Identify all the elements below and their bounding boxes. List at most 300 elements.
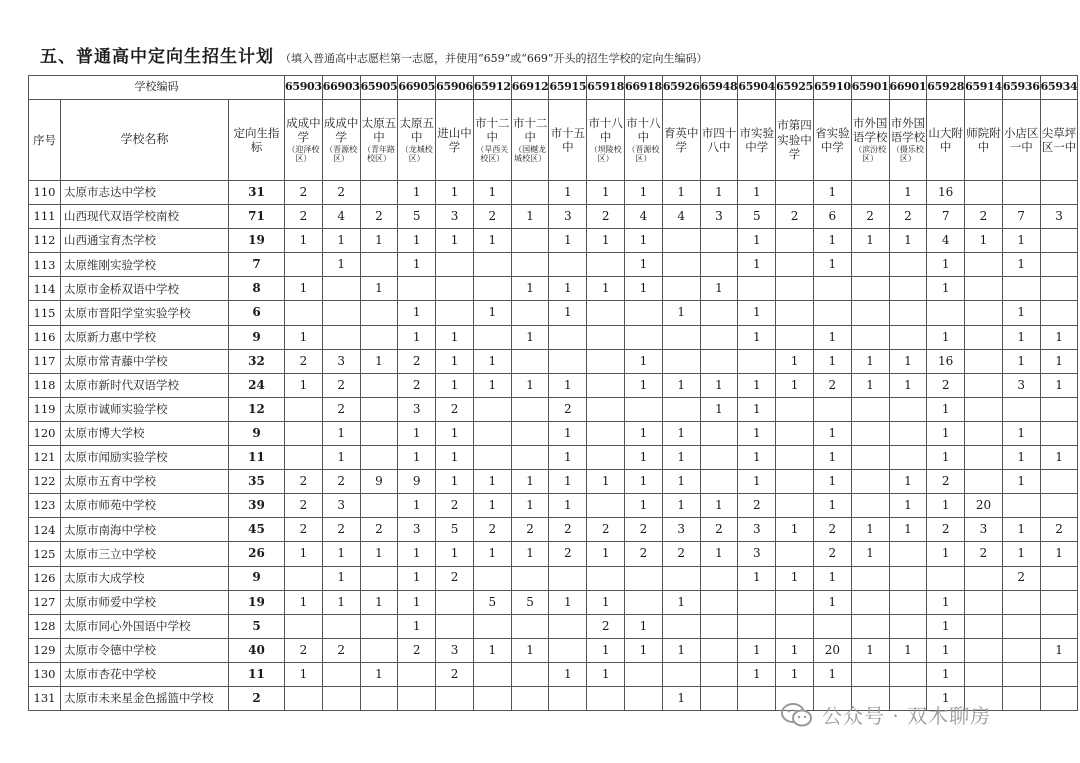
- quota-cell: [965, 181, 1003, 205]
- quota-cell: [776, 494, 814, 518]
- quota-cell: [965, 662, 1003, 686]
- row-school-name: 太原市博大学校: [61, 421, 229, 445]
- quota-cell: [511, 397, 549, 421]
- quota-cell: 1: [813, 253, 851, 277]
- quota-cell: [625, 686, 663, 710]
- school-name: 市第四实验中学: [777, 118, 812, 162]
- quota-cell: 2: [473, 205, 511, 229]
- quota-cell: [1040, 277, 1078, 301]
- quota-cell: [700, 325, 738, 349]
- quota-cell: [889, 397, 927, 421]
- name-header: 学校名称: [61, 100, 229, 181]
- quota-cell: [436, 686, 474, 710]
- school-code: 65906: [436, 76, 474, 100]
- school-code: 65912: [473, 76, 511, 100]
- quota-cell: [851, 446, 889, 470]
- school-name: 市十八中: [588, 116, 623, 145]
- quota-cell: 1: [360, 590, 398, 614]
- quota-cell: 1: [436, 542, 474, 566]
- quota-cell: [1040, 397, 1078, 421]
- quota-cell: 2: [700, 518, 738, 542]
- quota-cell: [776, 614, 814, 638]
- row-school-name: 太原市师爱中学校: [61, 590, 229, 614]
- school-header: [511, 100, 549, 181]
- quota-cell: 16: [927, 349, 965, 373]
- school-header: [927, 100, 965, 181]
- quota-cell: 5: [473, 590, 511, 614]
- quota-cell: 2: [511, 518, 549, 542]
- quota-cell: 1: [889, 181, 927, 205]
- row-seq: 117: [29, 349, 61, 373]
- row-school-name: 太原市同心外国语中学校: [61, 614, 229, 638]
- quota-cell: 2: [965, 542, 1003, 566]
- quota-cell: 2: [625, 542, 663, 566]
- quota-cell: [587, 349, 625, 373]
- quota-cell: [1040, 421, 1078, 445]
- quota-cell: [700, 253, 738, 277]
- quota-cell: [965, 349, 1003, 373]
- quota-cell: [889, 446, 927, 470]
- quota-cell: 2: [322, 638, 360, 662]
- quota-cell: [1040, 229, 1078, 253]
- quota-cell: 1: [398, 421, 436, 445]
- quota-cell: [889, 566, 927, 590]
- quota-cell: 1: [851, 349, 889, 373]
- quota-cell: 1: [398, 542, 436, 566]
- quota-cell: [285, 397, 323, 421]
- campus-name: （滨汾校区）: [854, 144, 887, 164]
- quota-cell: [360, 421, 398, 445]
- quota-cell: 1: [322, 421, 360, 445]
- quota-cell: 1: [851, 542, 889, 566]
- quota-cell: 1: [1002, 325, 1040, 349]
- quota-cell: [851, 566, 889, 590]
- school-code: 65918: [587, 76, 625, 100]
- school-code: 65901: [851, 76, 889, 100]
- code-row: [29, 76, 1078, 100]
- quota-cell: 1: [587, 181, 625, 205]
- quota-cell: 2: [587, 518, 625, 542]
- quota-cell: 1: [436, 373, 474, 397]
- school-name: 育英中学: [663, 125, 699, 154]
- school-code: 65910: [813, 76, 851, 100]
- quota-cell: 2: [285, 638, 323, 662]
- school-name: 市十二中: [512, 116, 548, 145]
- quota-cell: 2: [851, 205, 889, 229]
- quota-cell: 2: [436, 662, 474, 686]
- quota-cell: 1: [776, 518, 814, 542]
- quota-header: 定向生指标: [229, 100, 285, 181]
- quota-cell: 5: [511, 590, 549, 614]
- table-row: [29, 446, 1078, 470]
- quota-cell: 2: [927, 373, 965, 397]
- school-name: 市外国语学校: [852, 116, 888, 145]
- quota-cell: [700, 470, 738, 494]
- row-seq: 115: [29, 301, 61, 325]
- school-header: [285, 100, 323, 181]
- quota-cell: 3: [322, 494, 360, 518]
- quota-cell: [700, 638, 738, 662]
- quota-cell: [965, 301, 1003, 325]
- quota-cell: 1: [625, 181, 663, 205]
- quota-cell: [1040, 470, 1078, 494]
- quota-cell: 1: [1040, 638, 1078, 662]
- quota-cell: 1: [398, 590, 436, 614]
- quota-cell: 1: [662, 373, 700, 397]
- school-code: 65936: [1002, 76, 1040, 100]
- quota-cell: 3: [398, 518, 436, 542]
- quota-cell: 1: [587, 662, 625, 686]
- school-header: [322, 100, 360, 181]
- quota-cell: 1: [360, 349, 398, 373]
- quota-cell: 1: [322, 566, 360, 590]
- quota-cell: [549, 566, 587, 590]
- quota-cell: 1: [625, 446, 663, 470]
- school-name: 太原五中: [361, 116, 397, 145]
- quota-cell: 1: [511, 373, 549, 397]
- row-seq: 120: [29, 421, 61, 445]
- quota-cell: [473, 686, 511, 710]
- quota-cell: 1: [889, 229, 927, 253]
- quota-cell: [625, 325, 663, 349]
- quota-cell: 1: [285, 229, 323, 253]
- school-name: 太原五中: [399, 116, 434, 145]
- quota-cell: 1: [322, 446, 360, 470]
- quota-cell: [322, 614, 360, 638]
- row-school-name: 太原市常青藤中学校: [61, 349, 229, 373]
- quota-cell: [322, 325, 360, 349]
- quota-cell: [889, 614, 927, 638]
- campus-name: （晋源校区）: [325, 144, 358, 164]
- school-name: 成成中学: [286, 116, 321, 145]
- quota-cell: [511, 421, 549, 445]
- row-school-name: 太原市志达中学校: [61, 181, 229, 205]
- quota-cell: [965, 470, 1003, 494]
- quota-cell: 2: [398, 373, 436, 397]
- quota-cell: [511, 614, 549, 638]
- quota-cell: [889, 542, 927, 566]
- quota-cell: [360, 373, 398, 397]
- row-school-name: 山西现代双语学校南校: [61, 205, 229, 229]
- row-seq: 121: [29, 446, 61, 470]
- quota-cell: [965, 325, 1003, 349]
- quota-cell: 1: [813, 662, 851, 686]
- row-quota: 8: [229, 277, 285, 301]
- quota-cell: [700, 421, 738, 445]
- school-name: 市实验中学: [739, 125, 775, 154]
- table-row: [29, 518, 1078, 542]
- school-code: 65905: [360, 76, 398, 100]
- school-name: 省实验中学: [815, 125, 850, 154]
- quota-cell: [360, 181, 398, 205]
- quota-cell: [587, 325, 625, 349]
- quota-cell: [625, 397, 663, 421]
- quota-cell: [1002, 638, 1040, 662]
- quota-cell: 1: [398, 301, 436, 325]
- quota-cell: 1: [436, 181, 474, 205]
- quota-cell: [511, 566, 549, 590]
- quota-cell: [700, 686, 738, 710]
- quota-cell: 4: [625, 205, 663, 229]
- quota-cell: [285, 421, 323, 445]
- quota-cell: 2: [285, 518, 323, 542]
- quota-cell: 1: [662, 301, 700, 325]
- quota-cell: [965, 590, 1003, 614]
- quota-cell: 1: [322, 229, 360, 253]
- quota-cell: 1: [625, 349, 663, 373]
- quota-cell: [322, 662, 360, 686]
- table-row: [29, 181, 1078, 205]
- quota-cell: 1: [360, 542, 398, 566]
- quota-cell: 1: [625, 421, 663, 445]
- quota-cell: [1040, 614, 1078, 638]
- quota-cell: 1: [625, 470, 663, 494]
- quota-cell: [473, 277, 511, 301]
- quota-cell: [851, 253, 889, 277]
- quota-cell: [813, 397, 851, 421]
- quota-cell: 1: [738, 470, 776, 494]
- title-row: [40, 42, 707, 67]
- seq-header: 序号: [29, 100, 61, 181]
- quota-cell: [700, 349, 738, 373]
- quota-cell: 1: [436, 470, 474, 494]
- quota-cell: [851, 301, 889, 325]
- quota-cell: [625, 301, 663, 325]
- quota-cell: 1: [662, 638, 700, 662]
- quota-cell: [360, 253, 398, 277]
- quota-cell: 1: [285, 373, 323, 397]
- school-header: [889, 100, 927, 181]
- quota-cell: 1: [1002, 446, 1040, 470]
- quota-cell: 1: [398, 614, 436, 638]
- quota-cell: [851, 494, 889, 518]
- quota-cell: 1: [473, 470, 511, 494]
- quota-cell: 1: [813, 566, 851, 590]
- quota-cell: 1: [662, 494, 700, 518]
- quota-cell: [511, 253, 549, 277]
- campus-name: （国樾龙城校区）: [514, 144, 547, 164]
- quota-cell: 1: [738, 229, 776, 253]
- quota-cell: [473, 325, 511, 349]
- quota-cell: 1: [511, 205, 549, 229]
- quota-cell: [1002, 686, 1040, 710]
- quota-cell: 1: [738, 325, 776, 349]
- quota-cell: 2: [436, 566, 474, 590]
- quota-cell: [473, 662, 511, 686]
- quota-cell: 1: [927, 638, 965, 662]
- quota-cell: 1: [965, 229, 1003, 253]
- header-row: [29, 100, 1078, 181]
- quota-cell: 1: [662, 446, 700, 470]
- quota-cell: [776, 446, 814, 470]
- quota-cell: [511, 229, 549, 253]
- quota-cell: 1: [738, 373, 776, 397]
- table-row: [29, 494, 1078, 518]
- quota-cell: [738, 614, 776, 638]
- quota-cell: [511, 181, 549, 205]
- quota-cell: 1: [700, 181, 738, 205]
- table-row: [29, 373, 1078, 397]
- row-quota: 40: [229, 638, 285, 662]
- quota-cell: [511, 446, 549, 470]
- quota-cell: [322, 301, 360, 325]
- quota-cell: [360, 686, 398, 710]
- quota-cell: 2: [738, 494, 776, 518]
- table-row: [29, 277, 1078, 301]
- quota-cell: 1: [549, 470, 587, 494]
- quota-cell: [285, 446, 323, 470]
- quota-cell: 2: [625, 518, 663, 542]
- school-name: 市十五中: [550, 125, 586, 154]
- school-header: [813, 100, 851, 181]
- quota-cell: [776, 590, 814, 614]
- quota-cell: 2: [1040, 518, 1078, 542]
- quota-cell: [587, 301, 625, 325]
- row-school-name: 太原维刚实验学校: [61, 253, 229, 277]
- quota-cell: [965, 373, 1003, 397]
- quota-cell: [927, 301, 965, 325]
- quota-cell: [511, 301, 549, 325]
- school-code: 65904: [738, 76, 776, 100]
- quota-cell: 3: [965, 518, 1003, 542]
- quota-cell: 1: [285, 590, 323, 614]
- quota-cell: 1: [625, 229, 663, 253]
- row-school-name: 太原市新时代双语学校: [61, 373, 229, 397]
- quota-cell: [851, 325, 889, 349]
- quota-cell: 1: [927, 542, 965, 566]
- quota-cell: [587, 566, 625, 590]
- quota-cell: 1: [587, 542, 625, 566]
- quota-cell: [587, 373, 625, 397]
- school-code: 65915: [549, 76, 587, 100]
- quota-cell: 1: [851, 229, 889, 253]
- quota-cell: [473, 614, 511, 638]
- quota-cell: 2: [549, 518, 587, 542]
- school-name: 市四十八中: [701, 125, 737, 154]
- row-seq: 124: [29, 518, 61, 542]
- quota-cell: 3: [436, 205, 474, 229]
- quota-cell: 1: [1040, 349, 1078, 373]
- quota-cell: 1: [587, 470, 625, 494]
- row-school-name: 太原市金桥双语中学校: [61, 277, 229, 301]
- quota-cell: 1: [927, 397, 965, 421]
- quota-cell: 1: [889, 373, 927, 397]
- quota-cell: 1: [625, 373, 663, 397]
- quota-cell: [965, 421, 1003, 445]
- quota-cell: 2: [322, 470, 360, 494]
- row-seq: 116: [29, 325, 61, 349]
- quota-cell: 1: [587, 638, 625, 662]
- quota-cell: [1040, 590, 1078, 614]
- quota-cell: [1002, 614, 1040, 638]
- table-row: [29, 253, 1078, 277]
- quota-cell: [851, 421, 889, 445]
- quota-cell: [700, 301, 738, 325]
- row-quota: 9: [229, 421, 285, 445]
- code-label: 学校编码: [29, 76, 285, 100]
- quota-cell: 1: [813, 181, 851, 205]
- quota-cell: 1: [889, 518, 927, 542]
- quota-cell: 2: [587, 205, 625, 229]
- quota-cell: 3: [322, 349, 360, 373]
- row-quota: 45: [229, 518, 285, 542]
- quota-cell: [398, 686, 436, 710]
- campus-name: （旱西关校区）: [476, 144, 509, 164]
- quota-cell: [625, 662, 663, 686]
- quota-cell: 3: [1040, 205, 1078, 229]
- row-seq: 129: [29, 638, 61, 662]
- quota-cell: [851, 470, 889, 494]
- quota-cell: 2: [889, 205, 927, 229]
- quota-cell: [285, 614, 323, 638]
- quota-cell: [965, 446, 1003, 470]
- row-seq: 126: [29, 566, 61, 590]
- school-code: 65903: [285, 76, 323, 100]
- school-name: 成成中学: [323, 116, 359, 145]
- quota-cell: [473, 421, 511, 445]
- school-name: 山大附中: [928, 125, 963, 154]
- quota-cell: 1: [813, 325, 851, 349]
- quota-cell: 2: [776, 205, 814, 229]
- row-seq: 127: [29, 590, 61, 614]
- quota-cell: 1: [322, 253, 360, 277]
- quota-cell: 3: [662, 518, 700, 542]
- quota-cell: [889, 590, 927, 614]
- quota-cell: 2: [322, 181, 360, 205]
- quota-cell: 1: [927, 325, 965, 349]
- quota-cell: 1: [360, 229, 398, 253]
- quota-cell: 1: [511, 638, 549, 662]
- quota-cell: 1: [322, 590, 360, 614]
- school-name: 尖草坪区一中: [1041, 125, 1077, 154]
- school-code: 66901: [889, 76, 927, 100]
- row-school-name: 太原市诚师实验学校: [61, 397, 229, 421]
- quota-cell: 1: [738, 446, 776, 470]
- table-row: [29, 325, 1078, 349]
- quota-cell: [1040, 566, 1078, 590]
- quota-cell: 1: [738, 301, 776, 325]
- document-title: 五、普通高中定向生招生计划: [40, 47, 274, 67]
- row-seq: 118: [29, 373, 61, 397]
- quota-cell: 1: [625, 253, 663, 277]
- quota-cell: 16: [927, 181, 965, 205]
- quota-cell: [360, 566, 398, 590]
- quota-cell: [738, 686, 776, 710]
- school-name: 市外国语学校: [890, 116, 926, 145]
- quota-cell: [360, 301, 398, 325]
- quota-cell: 1: [927, 494, 965, 518]
- quota-cell: [625, 590, 663, 614]
- quota-cell: [700, 446, 738, 470]
- quota-cell: 1: [625, 638, 663, 662]
- quota-cell: 2: [360, 518, 398, 542]
- row-seq: 111: [29, 205, 61, 229]
- row-quota: 11: [229, 662, 285, 686]
- table-row: [29, 614, 1078, 638]
- quota-cell: [776, 277, 814, 301]
- quota-cell: 2: [1002, 566, 1040, 590]
- quota-cell: 2: [549, 542, 587, 566]
- quota-cell: 1: [549, 590, 587, 614]
- quota-cell: 1: [662, 590, 700, 614]
- school-name: 小店区一中: [1003, 125, 1039, 154]
- quota-cell: 2: [322, 518, 360, 542]
- quota-cell: 2: [927, 470, 965, 494]
- quota-cell: 3: [398, 397, 436, 421]
- row-school-name: 太原市令德中学校: [61, 638, 229, 662]
- quota-cell: 1: [776, 638, 814, 662]
- quota-cell: 1: [738, 638, 776, 662]
